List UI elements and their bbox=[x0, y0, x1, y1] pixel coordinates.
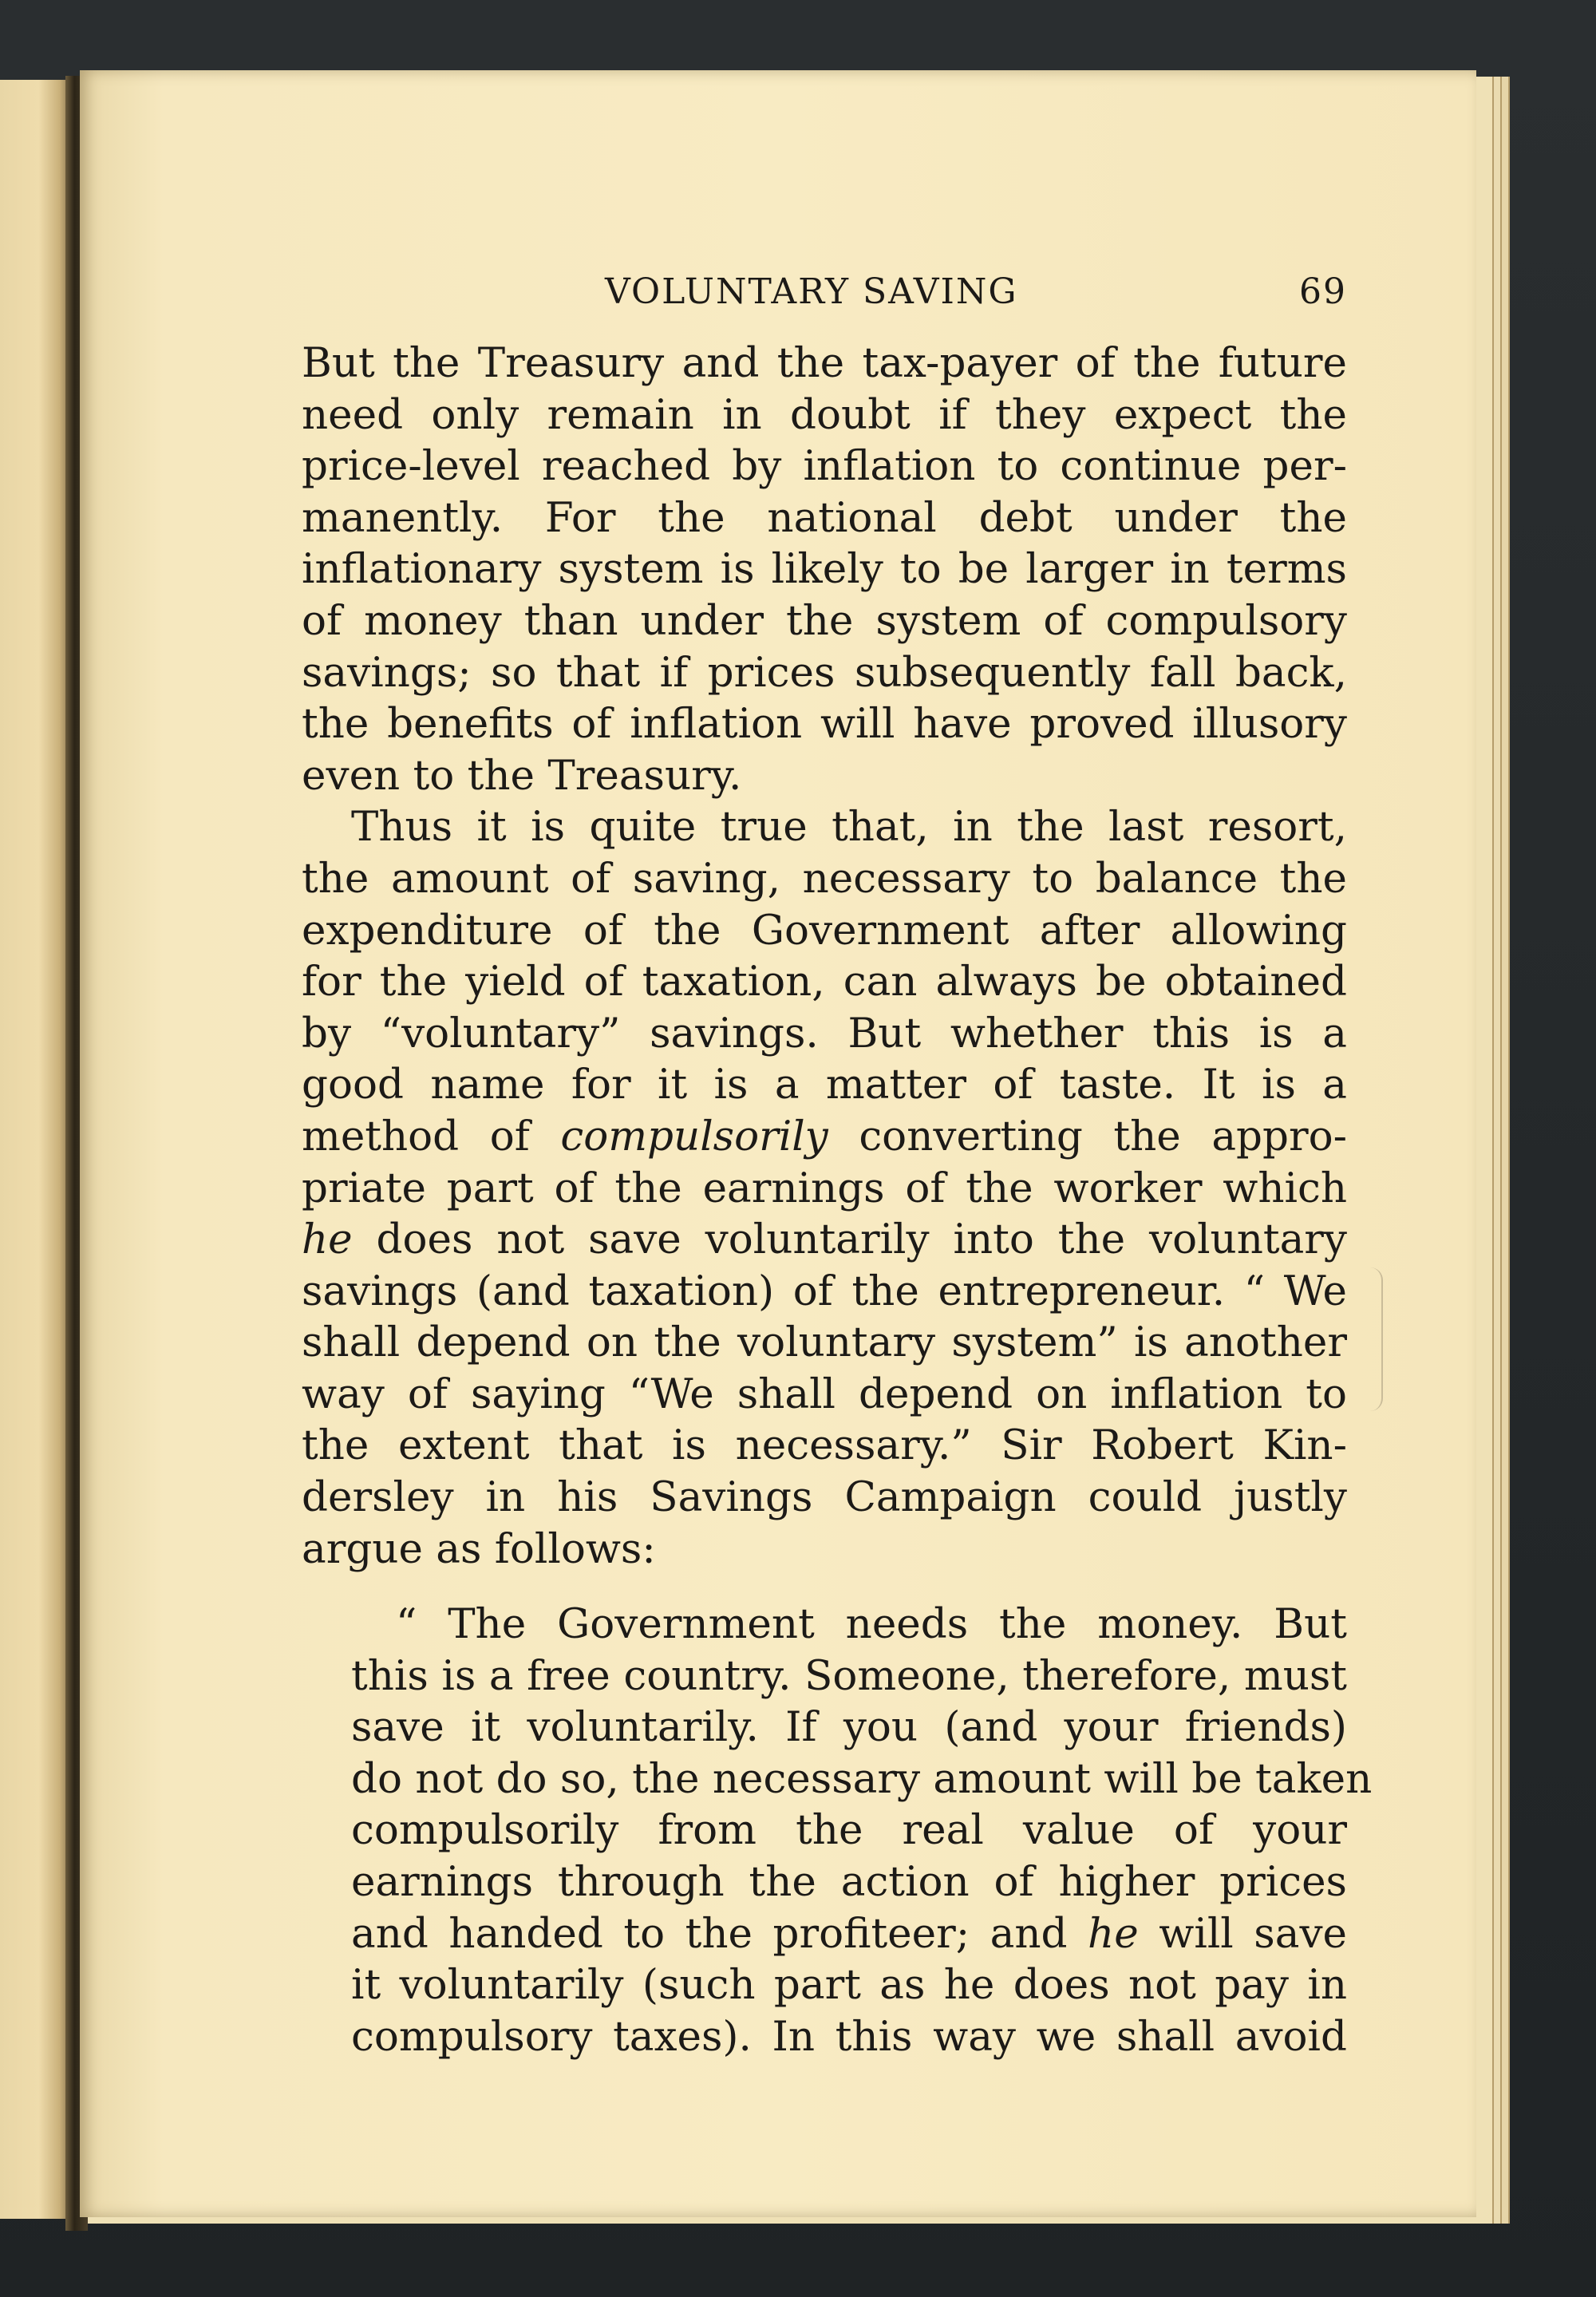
text-line: for the yield of taxation, can always be obtained bbox=[302, 958, 1347, 1006]
italic-word: he bbox=[1088, 1909, 1139, 1958]
quote-line: compulsorily from the real value of your bbox=[351, 1806, 1347, 1855]
text-line: inflationary system is likely to be larger in terms bbox=[302, 545, 1347, 594]
body-text bbox=[302, 338, 1347, 1575]
text-line: even to the Treasury. bbox=[302, 751, 742, 800]
text-line: shall depend on the voluntary system” is another bbox=[302, 1319, 1347, 1367]
text-line: the benefits of inflation will have proved illusory bbox=[302, 700, 1347, 749]
text-line: price-level reached by inflation to continue per- bbox=[302, 442, 1347, 491]
italic-word: compulsorily bbox=[560, 1112, 828, 1160]
text-line: dersley in his Savings Campaign could justly bbox=[302, 1473, 1347, 1522]
quote-line bbox=[351, 1910, 1347, 1962]
running-head: VOLUNTARY SAVING bbox=[605, 271, 1018, 312]
quote-line: compulsory taxes). In this way we shall avoid bbox=[351, 2012, 1347, 2061]
text-line: Thus it is quite true that, in the last resort, bbox=[351, 803, 1347, 852]
quote-line: save it voluntarily. If you (and your friends) bbox=[351, 1703, 1347, 1752]
text-line: argue as follows: bbox=[302, 1524, 656, 1573]
text-fragment: does not save voluntarily into the voluntary bbox=[376, 1216, 1347, 1264]
quote-line: “ The Government needs the money. But bbox=[396, 1600, 1347, 1648]
book-page bbox=[80, 70, 1476, 2217]
text-fragment: converting the appro- bbox=[859, 1112, 1347, 1160]
quote-line: it voluntarily (such part as he does not pay in bbox=[351, 1961, 1347, 2010]
text-line: the extent that is necessary.” Sir Robert Kin- bbox=[302, 1421, 1347, 1470]
text-line: by “voluntary” savings. But whether this is a bbox=[302, 1009, 1347, 1058]
text-line: of money than under the system of compulsory bbox=[302, 596, 1347, 645]
text-line: expenditure of the Government after allowing bbox=[302, 906, 1347, 955]
text-line: good name for it is a matter of taste. It is a bbox=[302, 1061, 1347, 1109]
text-line bbox=[302, 1214, 1347, 1266]
text-line: But the Treasury and the tax-payer of the future bbox=[302, 339, 1347, 387]
block-quote bbox=[351, 1600, 1373, 2064]
text-line bbox=[302, 1111, 1347, 1163]
text-line: need only remain in doubt if they expect the bbox=[302, 390, 1347, 439]
text-line: the amount of saving, necessary to balance the bbox=[302, 854, 1347, 903]
page-header bbox=[302, 271, 1347, 319]
quote-line: do not do so, the necessary amount will be taken bbox=[351, 1754, 1373, 1803]
italic-word: he bbox=[302, 1216, 353, 1264]
text-fragment: will save bbox=[1159, 1909, 1348, 1958]
text-line: way of saying “We shall depend on inflation to bbox=[302, 1370, 1347, 1418]
quote-line: earnings through the action of higher prices bbox=[351, 1857, 1347, 1906]
facing-page-edge bbox=[0, 80, 70, 2219]
text-line: savings; so that if prices subsequently fall back, bbox=[302, 648, 1347, 697]
quote-line: this is a free country. Someone, therefore, must bbox=[351, 1651, 1347, 1700]
text-line: manently. For the national debt under the bbox=[302, 493, 1347, 542]
text-line: priate part of the earnings of the worker which bbox=[302, 1164, 1347, 1212]
text-fragment: and handed to the profiteer; and bbox=[351, 1909, 1068, 1958]
text-line: savings (and taxation) of the entrepreneur. “ We bbox=[302, 1267, 1347, 1315]
pencil-margin-mark bbox=[1370, 1267, 1383, 1411]
text-fragment: method of bbox=[302, 1112, 530, 1160]
page-number: 69 bbox=[1299, 271, 1347, 312]
